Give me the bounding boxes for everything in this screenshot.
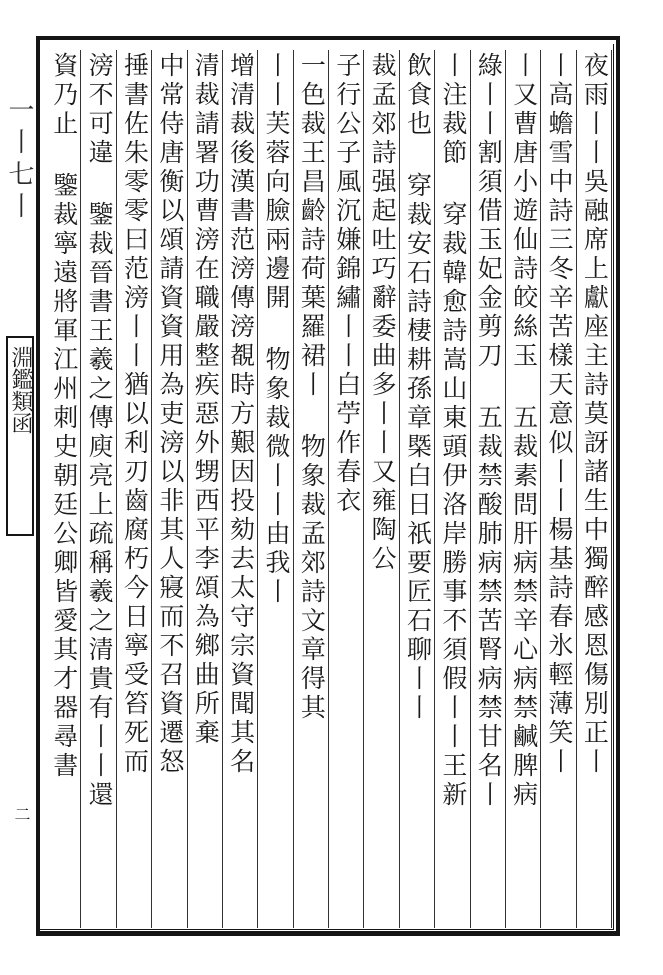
text-column: 子行公子風沉嫌錦繡丨丨白苧作春衣 xyxy=(332,52,362,516)
column-rule xyxy=(363,50,364,928)
column-rule xyxy=(257,50,258,928)
column-rule xyxy=(328,50,329,928)
column-rule xyxy=(434,50,435,928)
column-rule xyxy=(576,50,577,928)
text-column: 丨丨芙蓉向臉兩邊開 物象裁微丨丨由我丨 xyxy=(261,52,291,607)
text-column: 滂不可違 鑒裁晉書王羲之傳庾亮上疏稱羲之清貴有丨丨還 xyxy=(85,52,115,810)
column-rule xyxy=(505,50,506,928)
page-number: 二 xyxy=(12,806,31,822)
section-label: 淵鑑類函 xyxy=(8,346,33,434)
margin-strip xyxy=(0,36,40,936)
text-column: 丨注裁節 穿裁韓愈詩嵩山東頭伊洛岸勝事不須假丨丨王新 xyxy=(438,52,468,810)
column-rule xyxy=(293,50,294,928)
column-rule xyxy=(222,50,223,928)
column-rule xyxy=(540,50,541,928)
text-column: 資乃止 鑒裁寧遠將軍江州刺史朝廷公卿皆愛其才器尋書 xyxy=(49,52,79,781)
column-rule xyxy=(470,50,471,928)
text-column: 捶書佐朱零零曰范滂丨丨猶以利刃齒腐朽今日寧受笞死而 xyxy=(120,52,150,777)
column-rule xyxy=(151,50,152,928)
column-rule xyxy=(80,50,81,928)
text-column: 飲食也 穿裁安石詩棲耕孫章槩白日祇要匠石聊丨丨 xyxy=(403,52,433,723)
column-rule xyxy=(399,50,400,928)
text-column: 綠丨丨割須借玉妃金剪刀 五裁禁酸肺病禁苦腎病禁甘名丨 xyxy=(474,52,504,810)
text-column: 清裁請署功曹滂在職嚴整疾惡外甥西平李頌為鄉曲所棄 xyxy=(191,52,221,748)
column-rule xyxy=(187,50,188,928)
text-column: 增清裁後漢書范滂傳滂覩時方艱因投劾去太守宗資聞其名 xyxy=(226,52,256,777)
margin-heading: 一丨七丨 xyxy=(4,96,34,224)
column-rule xyxy=(611,50,612,928)
text-column: 裁孟郊詩强起吐巧辭委曲多丨丨又雍陶公 xyxy=(368,52,398,574)
column-rule xyxy=(116,50,117,928)
text-column: 丨又曹唐小遊仙詩皎絲玉 五裁素問肝病禁辛心病禁鹹脾病 xyxy=(509,52,539,810)
text-column: 中常侍唐衡以頌請資資用為吏滂以非其人寢而不召資遷怒 xyxy=(155,52,185,777)
text-column: 夜雨丨丨吳融席上獻座主詩莫訝諸生中獨醉感恩傷別正丨 xyxy=(580,52,610,777)
text-column: 一色裁王昌齡詩荷葉羅裙丨 物象裁孟郊詩文章得其 xyxy=(297,52,327,723)
text-column: 丨高蟾雪中詩三冬辛苦樣天意似丨丨楊基詩春氷輕薄笑丨 xyxy=(544,52,574,777)
